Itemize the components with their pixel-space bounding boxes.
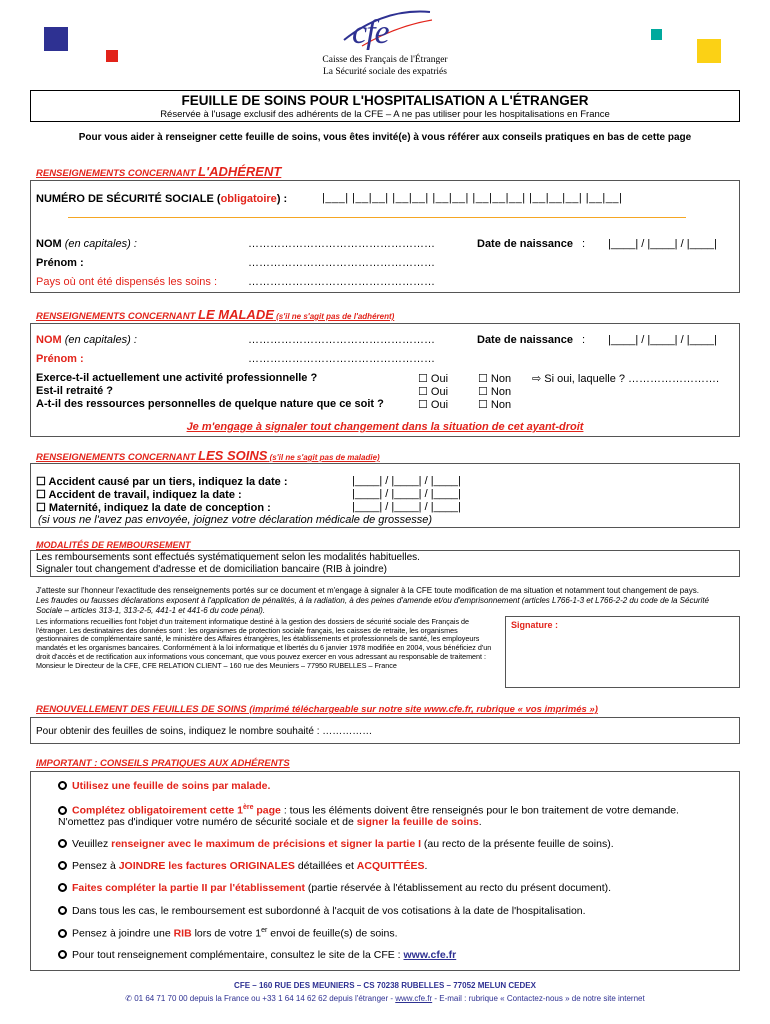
footer-contact: ✆ 01 64 71 70 00 depuis la France ou +33 1 64 14 62 62 depuis l'étranger - www.cfe.fr - E-mail : rubrique « Contactez-nous » de notre site internet: [125, 994, 645, 1003]
signature-label: Signature :: [511, 620, 559, 630]
title-box: [30, 90, 740, 122]
conseil-5: Faites compléter la partie II par l'établissement (partie réservée à l'établissement au recto du présent document).: [58, 882, 611, 894]
org-line1: Caisse des Français de l'Étranger: [322, 55, 448, 65]
conseil-6: Dans tous les cas, le remboursement est subordonné à l'acquit de vos cotisations à la date de l'hospitalisation.: [58, 905, 586, 917]
section-conseils: IMPORTANT : CONSEILS PRATIQUES AUX ADHÉRENTS: [36, 758, 290, 769]
non-checkbox-2[interactable]: ☐ Non: [478, 386, 512, 398]
bullet-icon: [58, 906, 67, 915]
question-ressources: A-t-il des ressources personnelles de quelque nature que ce soit ?: [36, 398, 384, 410]
conseil-2: Complétez obligatoirement cette 1ère page : tous les éléments doivent être renseignés pour le bon traitement de votre demande.: [58, 804, 679, 817]
bullet-icon: [58, 929, 67, 938]
malade-nom-field[interactable]: ……………………………………………: [248, 334, 435, 346]
section-renouvellement: RENOUVELLEMENT DES FEUILLES DE SOINS (imprimé téléchargeable sur notre site www.cfe.fr, rubrique « vos imprimés »): [36, 704, 598, 715]
adherent-prenom-field[interactable]: ……………………………………………: [248, 257, 435, 269]
page-title: FEUILLE DE SOINS POUR L'HOSPITALISATION A L'ÉTRANGER: [181, 93, 589, 108]
navy-square: [44, 27, 68, 51]
cfe-logo: [334, 6, 434, 52]
footer-site-link[interactable]: www.cfe.fr: [395, 994, 433, 1003]
malade-prenom-label: Prénom :: [36, 353, 84, 365]
bullet-icon: [58, 781, 67, 790]
conseil-8: Pour tout renseignement complémentaire, consultez le site de la CFE : www.cfe.fr: [58, 949, 456, 961]
oui-checkbox-1[interactable]: ☐ Oui: [418, 373, 449, 385]
pays-field[interactable]: ……………………………………………: [248, 276, 435, 288]
oui-checkbox-3[interactable]: ☐ Oui: [418, 399, 449, 411]
nss-field[interactable]: |___| |__|__| |__|__| |__|__| |__|__|__| |__|__|__| |__|__|: [322, 192, 623, 204]
soins-maternite-checkbox[interactable]: ☐ Maternité, indiquez la date de conception :: [36, 502, 271, 514]
conseil-3: Veuillez renseigner avec le maximum de précisions et signer la partie I (au recto de la présente feuille de soins).: [58, 838, 614, 850]
soins-tiers-checkbox[interactable]: ☐ Accident causé par un tiers, indiquez la date :: [36, 476, 288, 488]
conseil-2-line2: N'omettez pas d'indiquer votre numéro de sécurité sociale et de signer la feuille de soins.: [58, 816, 482, 828]
soins-travail-date[interactable]: |____| / |____| / |____|: [352, 488, 461, 500]
section-soins: RENSEIGNEMENTS CONCERNANT LES SOINS (s'il ne s'agit pas de maladie): [36, 448, 380, 463]
oui-checkbox-2[interactable]: ☐ Oui: [418, 386, 449, 398]
bullet-icon: [58, 839, 67, 848]
remboursement-line2: Signaler tout changement d'adresse et de domiciliation bancaire (RIB à joindre): [36, 564, 387, 575]
divider-line: [68, 217, 686, 218]
pays-label: Pays où ont été dispensés les soins :: [36, 276, 217, 288]
conseil-7: Pensez à joindre une RIB lors de votre 1er envoi de feuille(s) de soins.: [58, 927, 398, 940]
question-retraite: Est-il retraité ?: [36, 385, 114, 397]
section-remboursement: MODALITÉS DE REMBOURSEMENT: [36, 540, 191, 550]
malade-nom-label: NOM (en capitales) :: [36, 334, 137, 346]
conseil-1: Utilisez une feuille de soins par malade.: [58, 780, 270, 792]
bullet-icon: [58, 883, 67, 892]
malade-dob-colon: :: [582, 334, 586, 346]
adherent-nom-label: NOM (en capitales) :: [36, 238, 137, 250]
conseil-4: Pensez à JOINDRE les factures ORIGINALES détaillées et ACQUITTÉES.: [58, 860, 427, 872]
section-adherent: RENSEIGNEMENTS CONCERNANT L'ADHÉRENT: [36, 164, 282, 179]
engagement-text: Je m'engage à signaler tout changement dans la situation de cet ayant-droit: [186, 421, 584, 433]
malade-dob-field[interactable]: |____| / |____| / |____|: [608, 334, 717, 346]
si-oui-field[interactable]: ⇨ Si oui, laquelle ? …………………….: [532, 373, 720, 385]
adherent-nom-field[interactable]: ……………………………………………: [248, 238, 435, 250]
nss-label: NUMÉRO DE SÉCURITÉ SOCIALE (obligatoire) :: [36, 193, 288, 205]
remboursement-line1: Les remboursements sont effectués systématiquement selon les modalités habituelles.: [36, 552, 420, 563]
footer-address: CFE – 160 RUE DES MEUNIERS – CS 70238 RUBELLES – 77052 MELUN CEDEX: [234, 981, 536, 990]
non-checkbox-1[interactable]: ☐ Non: [478, 373, 512, 385]
cfe-site-link[interactable]: www.cfe.fr: [403, 949, 457, 961]
soins-note: (si vous ne l'avez pas envoyée, joignez votre déclaration médicale de grossesse): [38, 514, 433, 526]
bullet-icon: [58, 806, 67, 815]
logo-text: cfe: [352, 14, 389, 51]
malade-dob-label: Date de naissance: [477, 334, 573, 346]
org-line2: La Sécurité sociale des expatriés: [323, 67, 447, 77]
info-text: Les informations recueillies font l'objet d'un traitement informatique destiné à la gestion des dossiers de sécurité sociale des Français de l'étranger. Les destinataires des données sont : les organismes de protection sociale français, les caisses de retraite, les organismes gestionnaires de complémentaire santé, le ministère des Affaires étrangères, les établissements et professionnels de santé, les employeurs mandatés et les organismes bancaires. Conformément à la loi informatique et libertés du 6 janvier 1978 modifiée en 2004, vous bénéficiez d'un droit d'accès et de rectification aux informations vous concernant, que vous pouvez exercer en vous adressant au responsable de traitement : Monsieur le Directeur de la CFE, CFE RELATION CLIENT – 160 rue des Meuniers – 77950 RUBELLES – France: [36, 617, 492, 670]
section-malade: RENSEIGNEMENTS CONCERNANT LE MALADE (s'il ne s'agit pas de l'adhérent): [36, 307, 395, 322]
question-activite: Exerce-t-il actuellement une activité professionnelle ?: [36, 372, 318, 384]
attestation-text: J'atteste sur l'honneur l'exactitude des renseignements portés sur ce document et m'engage à signaler à la CFE toute modification de ma situation et notamment tout changement de pays. Les fraudes ou fausses déclarations exposent à l'application de pénalités, à la radiation, à des peines d'amende et/ou d'emprisonnement (articles L766-1-3 et L766-2-2 du code de la Sécurité Sociale – articles 313-1, 313-2-5, 441-1 et 441-6 du code pénal).: [36, 586, 710, 615]
soins-maternite-date[interactable]: |____| / |____| / |____|: [352, 501, 461, 513]
adherent-dob-field[interactable]: |____| / |____| / |____|: [608, 238, 717, 250]
teal-square: [651, 29, 662, 40]
adherent-prenom-label: Prénom :: [36, 257, 84, 269]
malade-prenom-field[interactable]: ……………………………………………: [248, 353, 435, 365]
renouvellement-line[interactable]: Pour obtenir des feuilles de soins, indiquez le nombre souhaité : ……………: [36, 726, 373, 737]
adherent-dob-colon: :: [582, 238, 586, 250]
bullet-icon: [58, 950, 67, 959]
non-checkbox-3[interactable]: ☐ Non: [478, 399, 512, 411]
adherent-dob-label: Date de naissance: [477, 238, 573, 250]
bullet-icon: [58, 861, 67, 870]
intro-text: Pour vous aider à renseigner cette feuille de soins, vous êtes invité(e) à vous référer aux conseils pratiques en bas de cette page: [78, 132, 692, 143]
soins-travail-checkbox[interactable]: ☐ Accident de travail, indiquez la date :: [36, 489, 242, 501]
page-subtitle: Réservée à l'usage exclusif des adhérents de la CFE – A ne pas utiliser pour les hospitalisations en France: [160, 109, 610, 120]
soins-tiers-date[interactable]: |____| / |____| / |____|: [352, 475, 461, 487]
